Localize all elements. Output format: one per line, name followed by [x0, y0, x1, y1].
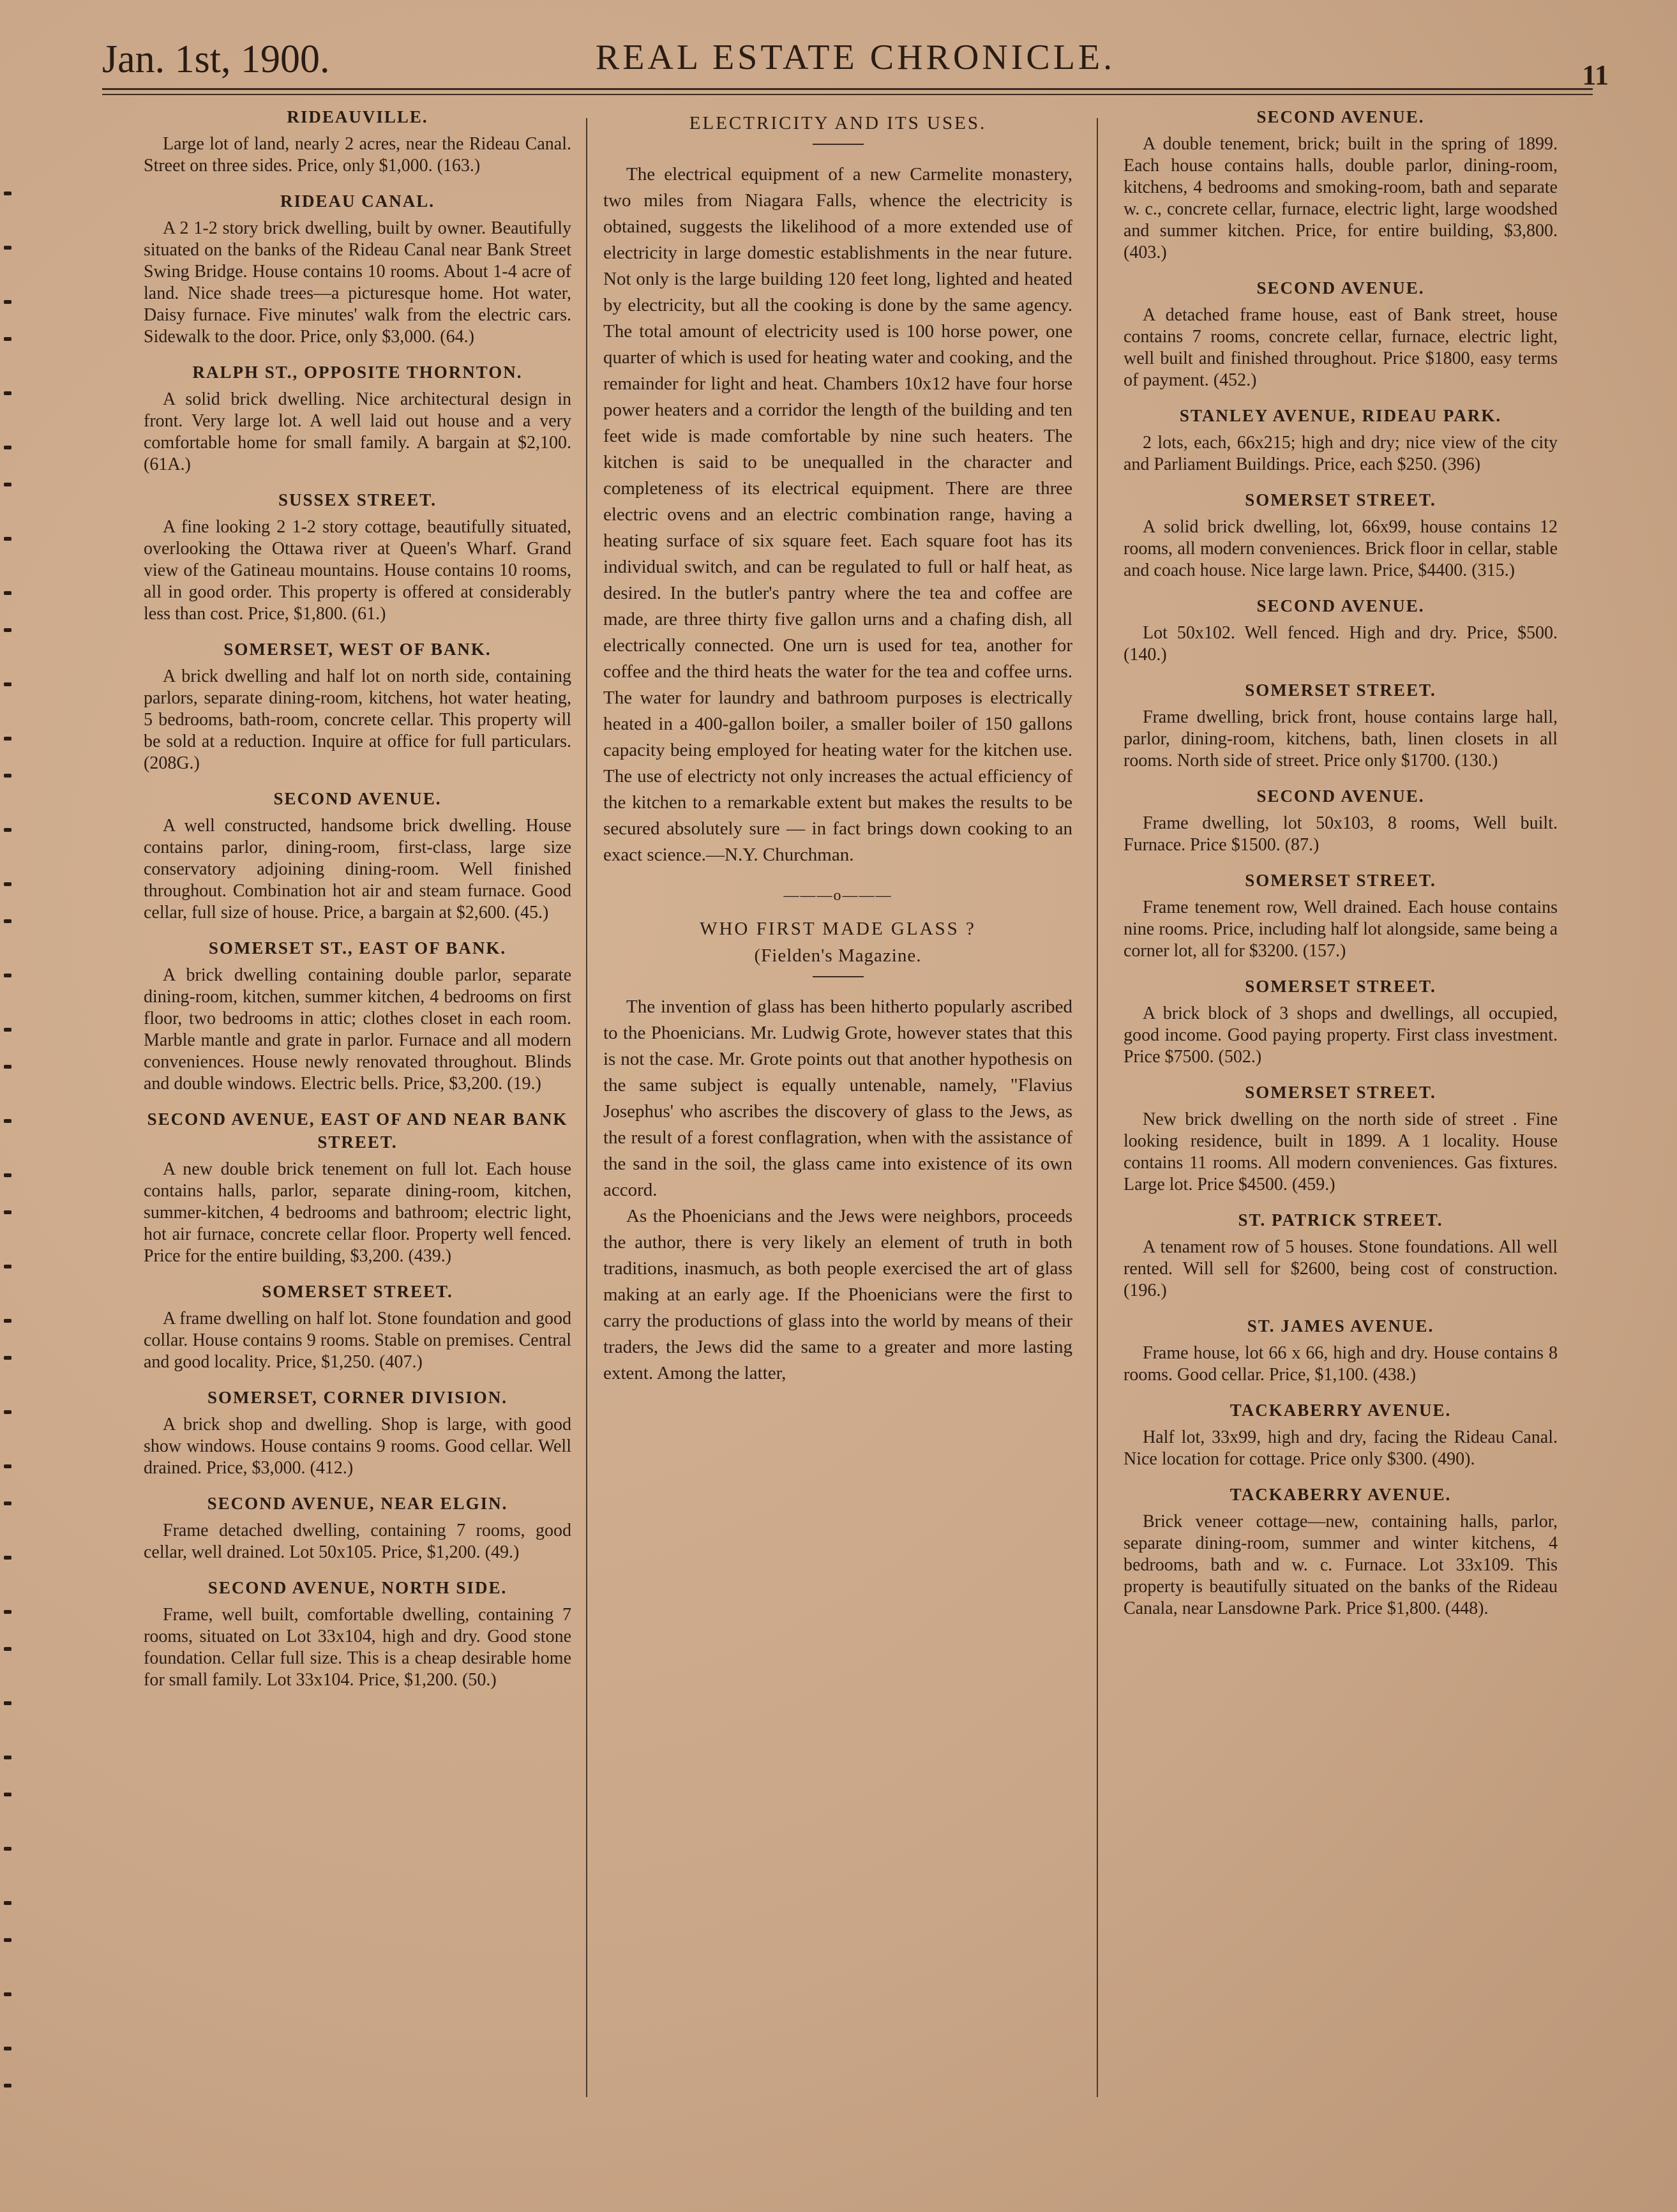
binding-mark: [4, 1356, 11, 1360]
listing-description: A brick dwelling and half lot on north side, containing parlors, separate dining-room, kitchens, hot water heating, 5 bedrooms, bath-room, concrete cellar. This property will be sold at a reduction. Inquire at office for full particulars. (208G.): [144, 666, 571, 773]
binding-mark: [4, 537, 11, 541]
listing-description: A double tenement, brick; built in the spring of 1899. Each house contains halls, double parlor, dining-room, kitchens, 4 bedrooms and smoking-room, bath and separate w. c., concrete cellar, furnace, electric light, large woodshed and summer kitchen. Price, for entire building, $3,800. (403.): [1124, 134, 1558, 262]
listings-column-right: [1124, 105, 1558, 2123]
listing-heading: SOMERSET STREET.: [1245, 681, 1436, 700]
publication-title: REAL ESTATE CHRONICLE.: [595, 38, 1116, 77]
binding-mark: [4, 1901, 11, 1905]
property-listing: [1124, 1081, 1558, 1196]
property-listing: [1124, 1399, 1558, 1470]
articles-column: [603, 105, 1072, 2123]
binding-mark: [4, 1065, 11, 1069]
property-listing: [144, 361, 571, 476]
binding-mark: [4, 246, 11, 250]
property-listing: [1124, 1314, 1558, 1386]
property-listing: [1124, 1208, 1558, 1302]
listing-heading: SECOND AVENUE, EAST OF AND NEAR BANK STREET.: [147, 1110, 568, 1152]
listing-heading: RALPH ST., OPPOSITE THORNTON.: [192, 363, 523, 382]
column-divider: [586, 118, 587, 2097]
listing-heading: RIDEAU CANAL.: [280, 192, 435, 211]
binding-mark: [4, 737, 11, 741]
binding-mark: [4, 591, 11, 595]
binding-mark: [4, 1501, 11, 1505]
title-rule: [813, 144, 864, 145]
binding-mark: [4, 1847, 11, 1851]
listing-heading: SOMERSET, CORNER DIVISION.: [207, 1388, 508, 1407]
binding-mark: [4, 919, 11, 923]
article-title: ELECTRICITY AND ITS USES.: [689, 113, 987, 133]
binding-mark: [4, 2047, 11, 2050]
binding-mark: [4, 483, 11, 486]
listing-description: A fine looking 2 1-2 story cottage, beautifully situated, overlooking the Ottawa river at Queen's Wharf. Grand view of the Gatineau mountains. House contains 10 rooms, all in good order. This property is offered at considerably less than cost. Price, $1,800. (61.): [144, 517, 571, 624]
property-listing: [144, 488, 571, 625]
property-listing: [1124, 1483, 1558, 1620]
binding-mark: [4, 1265, 11, 1268]
page-header: [96, 26, 1615, 96]
listing-heading: SECOND AVENUE, NEAR ELGIN.: [207, 1494, 508, 1513]
binding-mark: [4, 774, 11, 778]
listing-description: A 2 1-2 story brick dwelling, built by owner. Beautifully situated on the banks of the Rideau Canal near Bank Street Swing Bridge. House contains 10 rooms. About 1-4 acre of land. Nice shade trees—a picturesque home. Hot water, Daisy furnace. Five minutes' walk from the electric cars. Sidewalk to the door. Price, only $3,000. (64.): [144, 218, 571, 347]
binding-mark: [4, 2084, 11, 2088]
property-listing: [1124, 105, 1558, 264]
column-divider: [1097, 118, 1098, 2097]
property-listing: [144, 105, 571, 177]
listing-description: A detached frame house, east of Bank street, house contains 7 rooms, concrete cellar, furnace, electric light, well built and finished throughout. Price $1800, easy terms of payment. (452.): [1124, 305, 1558, 390]
property-listing: [144, 1108, 571, 1267]
binding-mark: [4, 682, 11, 686]
property-listing: [144, 638, 571, 774]
binding-mark: [4, 1119, 11, 1123]
header-rule: [102, 88, 1593, 90]
listing-heading: SOMERSET ST., EAST OF BANK.: [208, 938, 507, 958]
property-listing: [144, 1280, 571, 1373]
listing-description: 2 lots, each, 66x215; high and dry; nice view of the city and Parliament Buildings. Price, each $250. (396): [1124, 433, 1558, 474]
listing-heading: STANLEY AVENUE, RIDEAU PARK.: [1179, 406, 1502, 425]
listing-heading: SECOND AVENUE, NORTH SIDE.: [207, 1578, 508, 1597]
article-separator: ———o———: [783, 887, 892, 904]
binding-mark: [4, 1938, 11, 1942]
listing-description: A well constructed, handsome brick dwelling. House contains parlor, dining-room, first-class, large size conservatory adjoining dining-room. Well finished throughout. Combination hot air and steam furnace. Good cellar, full size of house. Price, a bargain at $2,600. (45.): [144, 816, 571, 922]
listing-heading: SOMERSET STREET.: [1245, 977, 1436, 996]
listing-description: Large lot of land, nearly 2 acres, near the Rideau Canal. Street on three sides. Price, only $1,000. (163.): [144, 134, 571, 176]
listing-heading: TACKABERRY AVENUE.: [1230, 1485, 1452, 1504]
binding-mark: [4, 974, 11, 977]
property-listing: [144, 1386, 571, 1479]
article-paragraph: The electrical equipment of a new Carmelite monastery, two miles from Niagara Falls, whence the electricity is obtained, suggests the likelihood of a more extended use of electricity in large domestic establishments in the near future. Not only is the large building 120 feet long, lighted and heated by electricity, but all the cooking is done by the same agency. The total amount of electricity used is 100 horse power, one quarter of which is used for heating water and cooking, and the remainder for light and heat. Chambers 10x12 have four horse power heaters and a corridor the length of the building and ten feet wide is made comfortable by nine such heaters. The kitchen is said to be unequalled in the character and completeness of its electrical equipment. There are three electric ovens and an electric combination range, having a heating surface of six square feet. Each square foot has its individual switch, and can be regulated to full or half heat, as desired. In the butler's pantry where the tea and coffee are made, are three thirty five gallon urns and a chafing dish, all electrically connected. One urn is used for tea, another for coffee and the third heats the water for the tea and coffee urns. The water for laundry and bathroom purposes is electrically heated in a 400-gallon boiler, a smaller boiler of 150 gallons capacity being employed for heating water for the kitchen use. The use of electricty not only increases the actual efficiency of the kitchen to a remarkable extent but makes the results to be secured absolutely sure — in fact brings down cooking to an exact science.—N.Y. Churchman.: [603, 164, 1072, 865]
property-listing: [1124, 404, 1558, 476]
binding-mark: [4, 1556, 11, 1560]
property-listing: [1124, 679, 1558, 772]
listing-heading: SOMERSET STREET.: [1245, 490, 1436, 509]
listing-description: Frame dwelling, lot 50x103, 8 rooms, Well built. Furnace. Price $1500. (87.): [1124, 813, 1558, 855]
listing-description: Brick veneer cottage—new, containing halls, parlor, separate dining-room, summer and winter kitchens, 4 bedrooms, bath and w. c. Furnace. Lot 33x109. This property is beautifully situated on the banks of the Rideau Canala, near Lansdowne Park. Price $1,800. (448).: [1124, 1512, 1558, 1618]
listing-heading: SECOND AVENUE.: [1256, 278, 1425, 297]
binding-mark: [4, 1647, 11, 1651]
listing-description: A frame dwelling on half lot. Stone foundation and good collar. House contains 9 rooms. Stable on premises. Central and good locality. Price, $1,250. (407.): [144, 1309, 571, 1372]
listing-heading: SECOND AVENUE.: [1256, 107, 1425, 126]
property-listing: [144, 190, 571, 348]
binding-mark: [4, 1464, 11, 1468]
binding-mark: [4, 446, 11, 449]
listing-description: Frame tenement row, Well drained. Each house contains nine rooms. Price, including half lot alongside, same being a corner lot, all for $3200. (157.): [1124, 898, 1558, 961]
listing-heading: SOMERSET STREET.: [262, 1282, 453, 1301]
listing-heading: ST. JAMES AVENUE.: [1247, 1316, 1434, 1335]
binding-mark: [4, 391, 11, 395]
property-listing: [1124, 869, 1558, 962]
issue-date: Jan. 1st, 1900.: [102, 38, 330, 81]
article-source: (Fielden's Magazine.: [754, 945, 922, 966]
binding-mark: [4, 1028, 11, 1032]
listing-description: Frame, well built, comfortable dwelling, containing 7 rooms, situated on Lot 33x104, high and dry. Good stone foundation. Cellar full size. This is a cheap desirable home for small family. Lot 33x104. Price, $1,200. (50.): [144, 1605, 571, 1690]
listing-heading: SECOND AVENUE.: [273, 789, 442, 808]
binding-mark: [4, 882, 11, 886]
listing-description: Lot 50x102. Well fenced. High and dry. Price, $500. (140.): [1124, 623, 1558, 665]
listing-description: A solid brick dwelling. Nice architectural design in front. Very large lot. A well laid out house and a very comfortable home for small family. A bargain at $2,100. (61A.): [144, 389, 571, 474]
article-paragraph: As the Phoenicians and the Jews were neighbors, proceeds the author, there is very likely an element of truth in both traditions, inasmuch, as both people exercised the art of glass making at an early age. If the Phoenicians were the first to carry the productions of glass into the world by means of their traders, the Jews did the same to a greater and more lasting extent. Among the latter,: [603, 1206, 1072, 1383]
listing-heading: SOMERSET, WEST OF BANK.: [223, 640, 492, 659]
listing-heading: SUSSEX STREET.: [278, 490, 437, 509]
property-listing: [1124, 594, 1558, 666]
listing-description: Frame detached dwelling, containing 7 rooms, good cellar, well drained. Lot 50x105. Price, $1,200. (49.): [144, 1521, 571, 1562]
listing-description: Frame dwelling, brick front, house contains large hall, parlor, dining-room, kitchens, bath, linen closets in all rooms. North side of street. Price only $1700. (130.): [1124, 707, 1558, 771]
binding-mark: [4, 1793, 11, 1796]
title-rule: [813, 976, 864, 977]
listing-description: Half lot, 33x99, high and dry, facing the Rideau Canal. Nice location for cottage. Price only $300. (490).: [1124, 1427, 1558, 1469]
binding-mark: [4, 1610, 11, 1614]
listing-heading: RIDEAUVILLE.: [287, 107, 428, 126]
property-listing: [1124, 276, 1558, 391]
binding-margin: [0, 192, 18, 2171]
property-listing: [1124, 975, 1558, 1068]
property-listing: [144, 787, 571, 924]
listing-heading: ST. PATRICK STREET.: [1238, 1210, 1443, 1230]
listing-description: New brick dwelling on the north side of street . Fine looking residence, built in 1899. A 1 locality. House contains 11 rooms. All modern conveniences. Gas fixtures. Large lot. Price $4500. (459.): [1124, 1110, 1558, 1194]
listing-heading: SOMERSET STREET.: [1245, 1083, 1436, 1102]
property-listing: [144, 1492, 571, 1563]
article-title: WHO FIRST MADE GLASS ?: [700, 919, 976, 939]
binding-mark: [4, 1410, 11, 1414]
listing-description: A solid brick dwelling, lot, 66x99, house contains 12 rooms, all modern conveniences. Brick floor in cellar, stable and coach house. Nice large lawn. Price, $4400. (315.): [1124, 517, 1558, 580]
property-listing: [1124, 785, 1558, 856]
property-listing: [144, 1576, 571, 1691]
listing-description: A new double brick tenement on full lot. Each house contains halls, parlor, separate dining-room, kitchen, summer-kitchen, 4 bedrooms and bathroom; electric light, hot air furnace, concrete cellar floor. Property well fenced. Price for the entire building, $3,200. (439.): [144, 1159, 571, 1266]
listing-heading: SOMERSET STREET.: [1245, 871, 1436, 890]
binding-mark: [4, 1701, 11, 1705]
listing-description: A tenament row of 5 houses. Stone foundations. All well rented. Will sell for $2600, being cost of construction. (196.): [1124, 1237, 1558, 1300]
listing-description: A brick block of 3 shops and dwellings, all occupied, good income. Good paying property. First class investment. Price $7500. (502.): [1124, 1004, 1558, 1067]
binding-mark: [4, 1173, 11, 1177]
binding-mark: [4, 828, 11, 832]
binding-mark: [4, 1319, 11, 1323]
binding-mark: [4, 300, 11, 304]
listing-description: Frame house, lot 66 x 66, high and dry. House contains 8 rooms. Good cellar. Price, $1,100. (438.): [1124, 1343, 1558, 1385]
listing-description: A brick dwelling containing double parlor, separate dining-room, kitchen, summer kitchen, 4 bedrooms on first floor, two bedrooms in attic; clothes closet in each room. Marble mantle and grate in parlor. Furnace and all modern conveniences. House newly renovated throughout. Blinds and double windows. Electric bells. Price, $3,200. (19.): [144, 965, 571, 1094]
binding-mark: [4, 628, 11, 632]
listing-heading: SECOND AVENUE.: [1256, 786, 1425, 806]
binding-mark: [4, 1210, 11, 1214]
property-listing: [1124, 488, 1558, 582]
binding-mark: [4, 192, 11, 195]
property-listing: [144, 937, 571, 1095]
binding-mark: [4, 1756, 11, 1759]
header-rule-secondary: [102, 94, 1593, 95]
article-paragraph: The invention of glass has been hitherto popularly ascribed to the Phoenicians. Mr. Ludwig Grote, however states that this is not the case. Mr. Grote points out that another hypothesis on the same subject is equally untenable, namely, "Flavius Josephus' who ascribes the discovery of glass to the Jews, as the result of a forest conflagration, when with the assistance of the sand in the soil, the glass came into existence of its own accord.: [603, 997, 1072, 1200]
listing-heading: SECOND AVENUE.: [1256, 596, 1425, 615]
listing-heading: TACKABERRY AVENUE.: [1230, 1401, 1452, 1420]
listing-description: A brick shop and dwelling. Shop is large, with good show windows. House contains 9 rooms. Good cellar. Well drained. Price, $3,000. (412.): [144, 1415, 571, 1478]
page-number: 11: [1582, 59, 1609, 91]
listings-column-left: [144, 105, 571, 2123]
binding-mark: [4, 1992, 11, 1996]
binding-mark: [4, 337, 11, 341]
